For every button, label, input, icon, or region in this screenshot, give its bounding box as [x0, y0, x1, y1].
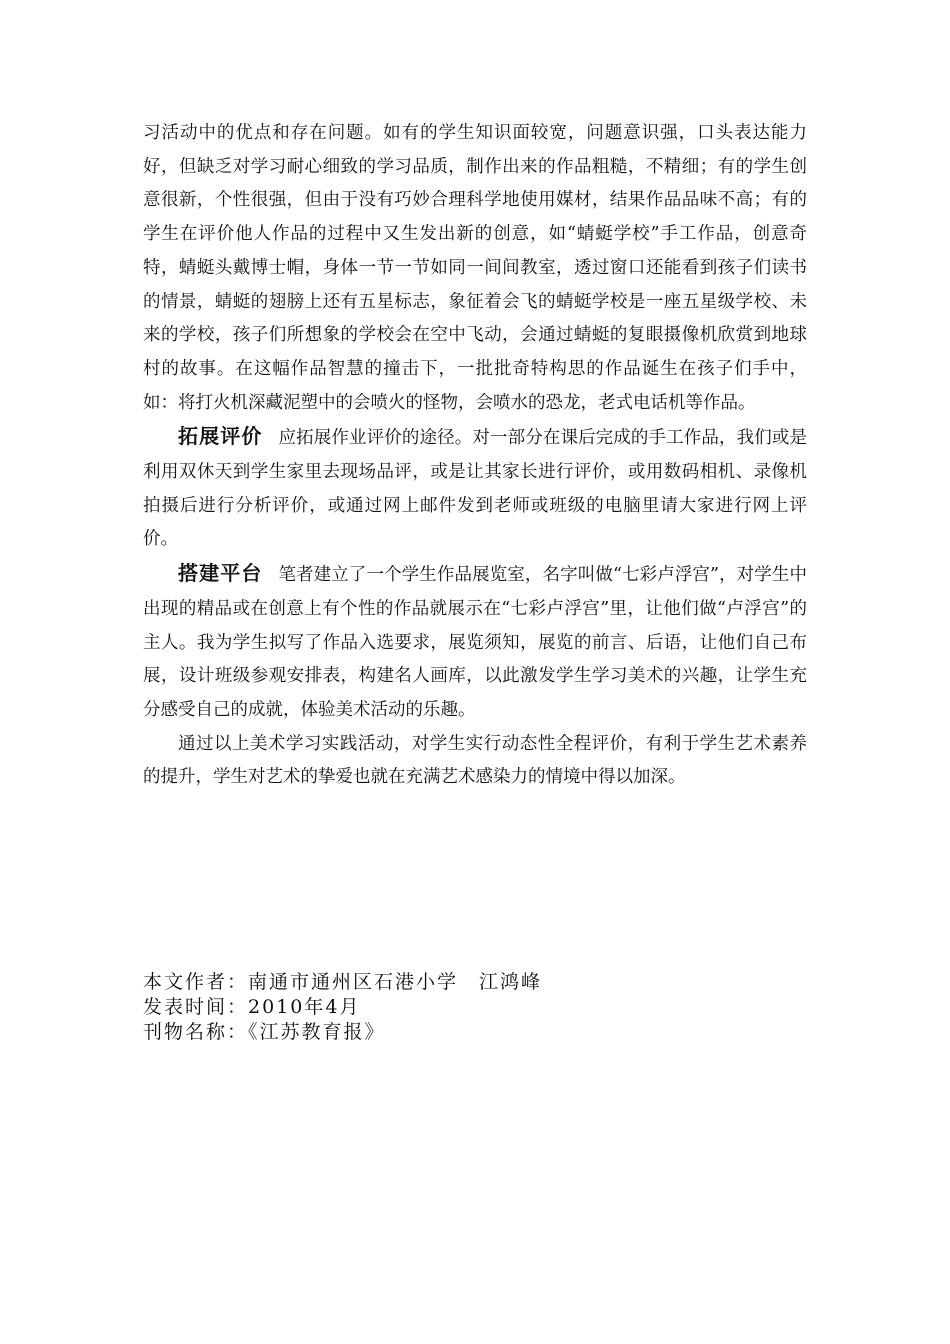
journal-value: 《江苏教育报》 [248, 1021, 386, 1043]
author-label: 本文作者： [143, 971, 249, 993]
paragraph-conclusion: 通过以上美术学习实践活动，对学生实行动态性全程评价，有利于学生艺术素养的提升，学生对艺术的挚爱也就在充满艺术感染力的情境中得以加深。 [143, 733, 807, 788]
paragraph-expand-evaluation [143, 420, 807, 557]
publication-info [143, 970, 542, 1045]
section-heading-build-platform: 搭建平台 [178, 561, 263, 586]
journal-label: 刊物名称： [143, 1021, 249, 1043]
article-body [143, 117, 807, 795]
date-label: 发表时间： [143, 996, 249, 1018]
journal-row [143, 1020, 542, 1045]
date-value: 2010年4月 [248, 996, 361, 1018]
paragraph-build-platform [143, 557, 807, 728]
date-row [143, 995, 542, 1020]
paragraph-text: 笔者建立了一个学生作品展览室，名字叫做“七彩卢浮宫”，对学生中出现的精品或在创意上有个性的作品就展示在“七彩卢浮宫”里，让他们做“卢浮宫”的主人。我为学生拟写了作品入选要求，展览须知，展览的前言、后语，让他们自己布展，设计班级参观安排表，构建名人画库，以此激发学生学习美术的兴趣，让学生充分感受自己的成就，体验美术活动的乐趣。 [143, 565, 807, 720]
paragraph-text: 应拓展作业评价的途径。对一部分在课后完成的手工作品，我们或是利用双休天到学生家里去现场品评，或是让其家长进行评价，或用数码相机、录像机拍摄后进行分析评价，或通过网上邮件发到老师或班级的电脑里请大家进行网上评价。 [143, 428, 808, 550]
paragraph-continuation: 习活动中的优点和存在问题。如有的学生知识面较宽，问题意识强，口头表达能力好，但缺乏对学习耐心细致的学习品质，制作出来的作品粗糙，不精细；有的学生创意很新，个性很强，但由于没有巧妙合理科学地使用媒材，结果作品品味不高；有的学生在评价他人作品的过程中又生发出新的创意，如“蜻蜓学校”手工作品，创意奇特，蜻蜓头戴博士帽，身体一节一节如同一间间教室，透过窗口还能看到孩子们读书的情景，蜻蜓的翅膀上还有五星标志，象征着会飞的蜻蜓学校是一座五星级学校、未来的学校，孩子们所想象的学校会在空中飞动，会通过蜻蜓的复眼摄像机欣赏到地球村的故事。在这幅作品智慧的撞击下，一批批奇特构思的作品诞生在孩子们手中，如：将打火机深藏泥塑中的会喷火的怪物，会喷水的恐龙，老式电话机等作品。 [143, 123, 807, 413]
author-row [143, 970, 542, 995]
section-heading-expand-evaluation: 拓展评价 [178, 424, 263, 449]
author-value: 南通市通州区石港小学 江鸿峰 [248, 971, 543, 993]
